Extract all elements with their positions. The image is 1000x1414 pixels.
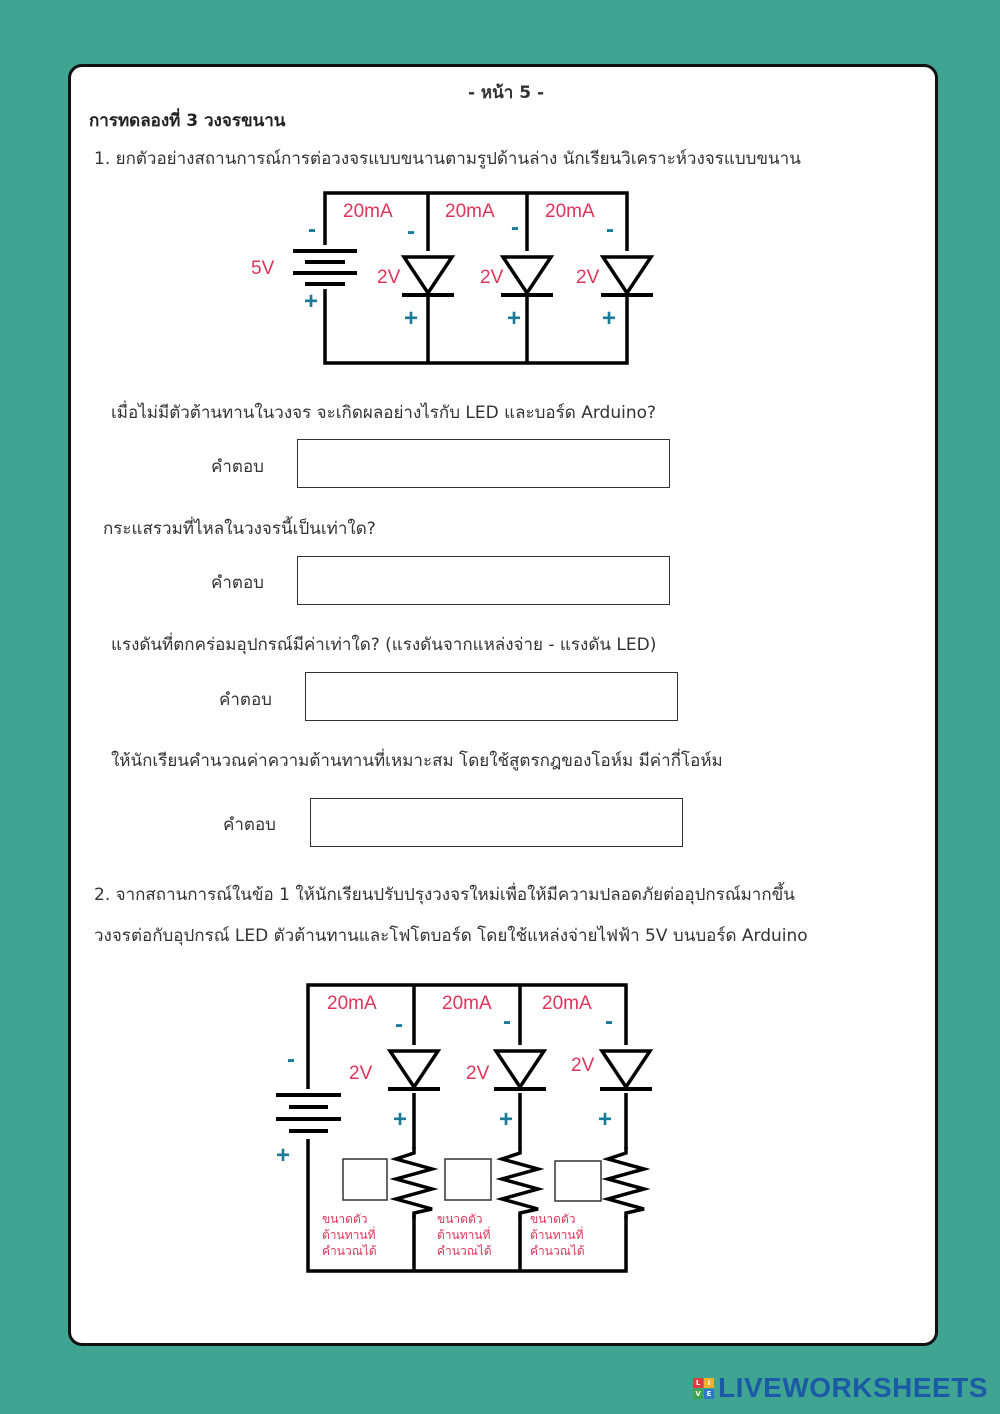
minus-sign: - (605, 1008, 613, 1035)
minus-sign: - (407, 218, 415, 245)
current-label: 20mA (343, 201, 393, 222)
led-symbol-2b (494, 1045, 546, 1093)
question-1-prompt: 1. ยกตัวอย่างสถานการณ์การต่อวงจรแบบขนานตามรูปด้านล่าง นักเรียนวิเคราะห์วงจรแบบขนาน (94, 149, 801, 169)
plus-sign: + (499, 1106, 514, 1133)
led-symbol-2a (388, 1045, 440, 1093)
sub-question-text: เมื่อไม่มีตัวต้านทานในวงจร จะเกิดผลอย่างไรกับ LED และบอร์ด Arduino? (111, 403, 657, 423)
minus-sign: - (606, 216, 614, 243)
sub-question-text: กระแสรวมที่ไหลในวงจรนี้เป็นเท่าใด? (103, 519, 376, 539)
current-label: 20mA (442, 993, 492, 1014)
sub-question-text: ให้นักเรียนคำนวณค่าความต้านทานที่เหมาะสม โดยใช้สูตรกฎของโอห์ม มีค่ากี่โอห์ม (111, 751, 723, 771)
resistor-caption: ต้านทานที่ (437, 1228, 491, 1242)
resistor-caption: คำนวณได้ (322, 1244, 377, 1258)
answer-input-box[interactable] (297, 439, 670, 488)
answer-input-box[interactable] (305, 672, 678, 721)
resistor-caption: ต้านทานที่ (530, 1228, 584, 1242)
plus-sign: + (276, 1142, 291, 1169)
parallel-circuit-diagram-1 (231, 187, 671, 372)
answer-label: คำตอบ (219, 690, 272, 710)
parallel-circuit-diagram-2 (261, 977, 671, 1277)
resistor-value-input[interactable] (343, 1159, 387, 1200)
led-symbol-2c (600, 1045, 652, 1093)
sub-question-text: แรงดันที่ตกคร่อมอุปกรณ์มีค่าเท่าใด? (แรงดันจากแหล่งจ่าย - แรงดัน LED) (111, 635, 657, 655)
answer-label: คำตอบ (223, 815, 276, 835)
resistor-caption: ขนาดตัว (530, 1212, 576, 1226)
plus-sign: + (393, 1106, 408, 1133)
led-symbol-1c (601, 251, 653, 297)
resistor-symbol (396, 1147, 432, 1219)
led-voltage-label: 2V (571, 1055, 595, 1076)
resistor-caption: ขนาดตัว (322, 1212, 368, 1226)
minus-sign: - (503, 1008, 511, 1035)
liveworksheets-wordmark: LIVEWORKSHEETS (718, 1372, 988, 1403)
liveworksheets-branding[interactable] (693, 1372, 988, 1404)
current-label: 20mA (327, 993, 377, 1014)
resistor-caption: ต้านทานที่ (322, 1228, 376, 1242)
experiment-heading: การทดลองที่ 3 วงจรขนาน (89, 111, 286, 131)
resistor-caption: ขนาดตัว (437, 1212, 483, 1226)
question-2-line-2: วงจรต่อกับอุปกรณ์ LED ตัวต้านทานและโฟโตบอร์ด โดยใช้แหล่งจ่ายไฟฟ้า 5V บนบอร์ด Arduino (94, 926, 808, 946)
minus-sign: - (308, 216, 316, 243)
led-voltage-label: 2V (377, 267, 401, 288)
minus-sign: - (511, 214, 519, 241)
plus-sign: + (602, 305, 617, 332)
current-label: 20mA (445, 201, 495, 222)
resistor-symbol (502, 1147, 538, 1219)
led-voltage-label: 2V (349, 1063, 373, 1084)
led-symbol-1a (402, 251, 454, 297)
resistor-caption: คำนวณได้ (530, 1244, 585, 1258)
liveworksheets-logo-icon: L I V E (693, 1378, 714, 1399)
question-2-line-1: 2. จากสถานการณ์ในข้อ 1 ให้นักเรียนปรับปรุงวงจรใหม่เพื่อให้มีความปลอดภัยต่ออุปกรณ์มากขึ้น (94, 885, 795, 905)
plus-sign: + (507, 305, 522, 332)
answer-label: คำตอบ (211, 573, 264, 593)
current-label: 20mA (545, 201, 595, 222)
resistor-symbol (608, 1147, 644, 1219)
answer-input-box[interactable] (297, 556, 670, 605)
worksheet-page (68, 64, 938, 1346)
led-voltage-label: 2V (480, 267, 504, 288)
resistor-caption: คำนวณได้ (437, 1244, 492, 1258)
current-label: 20mA (542, 993, 592, 1014)
plus-sign: + (598, 1106, 613, 1133)
answer-input-box[interactable] (310, 798, 683, 847)
led-symbol-1b (501, 251, 553, 297)
source-voltage-label: 5V (251, 258, 275, 279)
plus-sign: + (304, 288, 319, 315)
led-voltage-label: 2V (576, 267, 600, 288)
plus-sign: + (404, 305, 419, 332)
led-voltage-label: 2V (466, 1063, 490, 1084)
minus-sign: - (287, 1046, 295, 1073)
resistor-value-input[interactable] (555, 1161, 601, 1201)
resistor-value-input[interactable] (445, 1159, 491, 1200)
page-number: - หน้า 5 - (467, 83, 545, 103)
answer-label: คำตอบ (211, 457, 264, 477)
minus-sign: - (395, 1011, 403, 1038)
